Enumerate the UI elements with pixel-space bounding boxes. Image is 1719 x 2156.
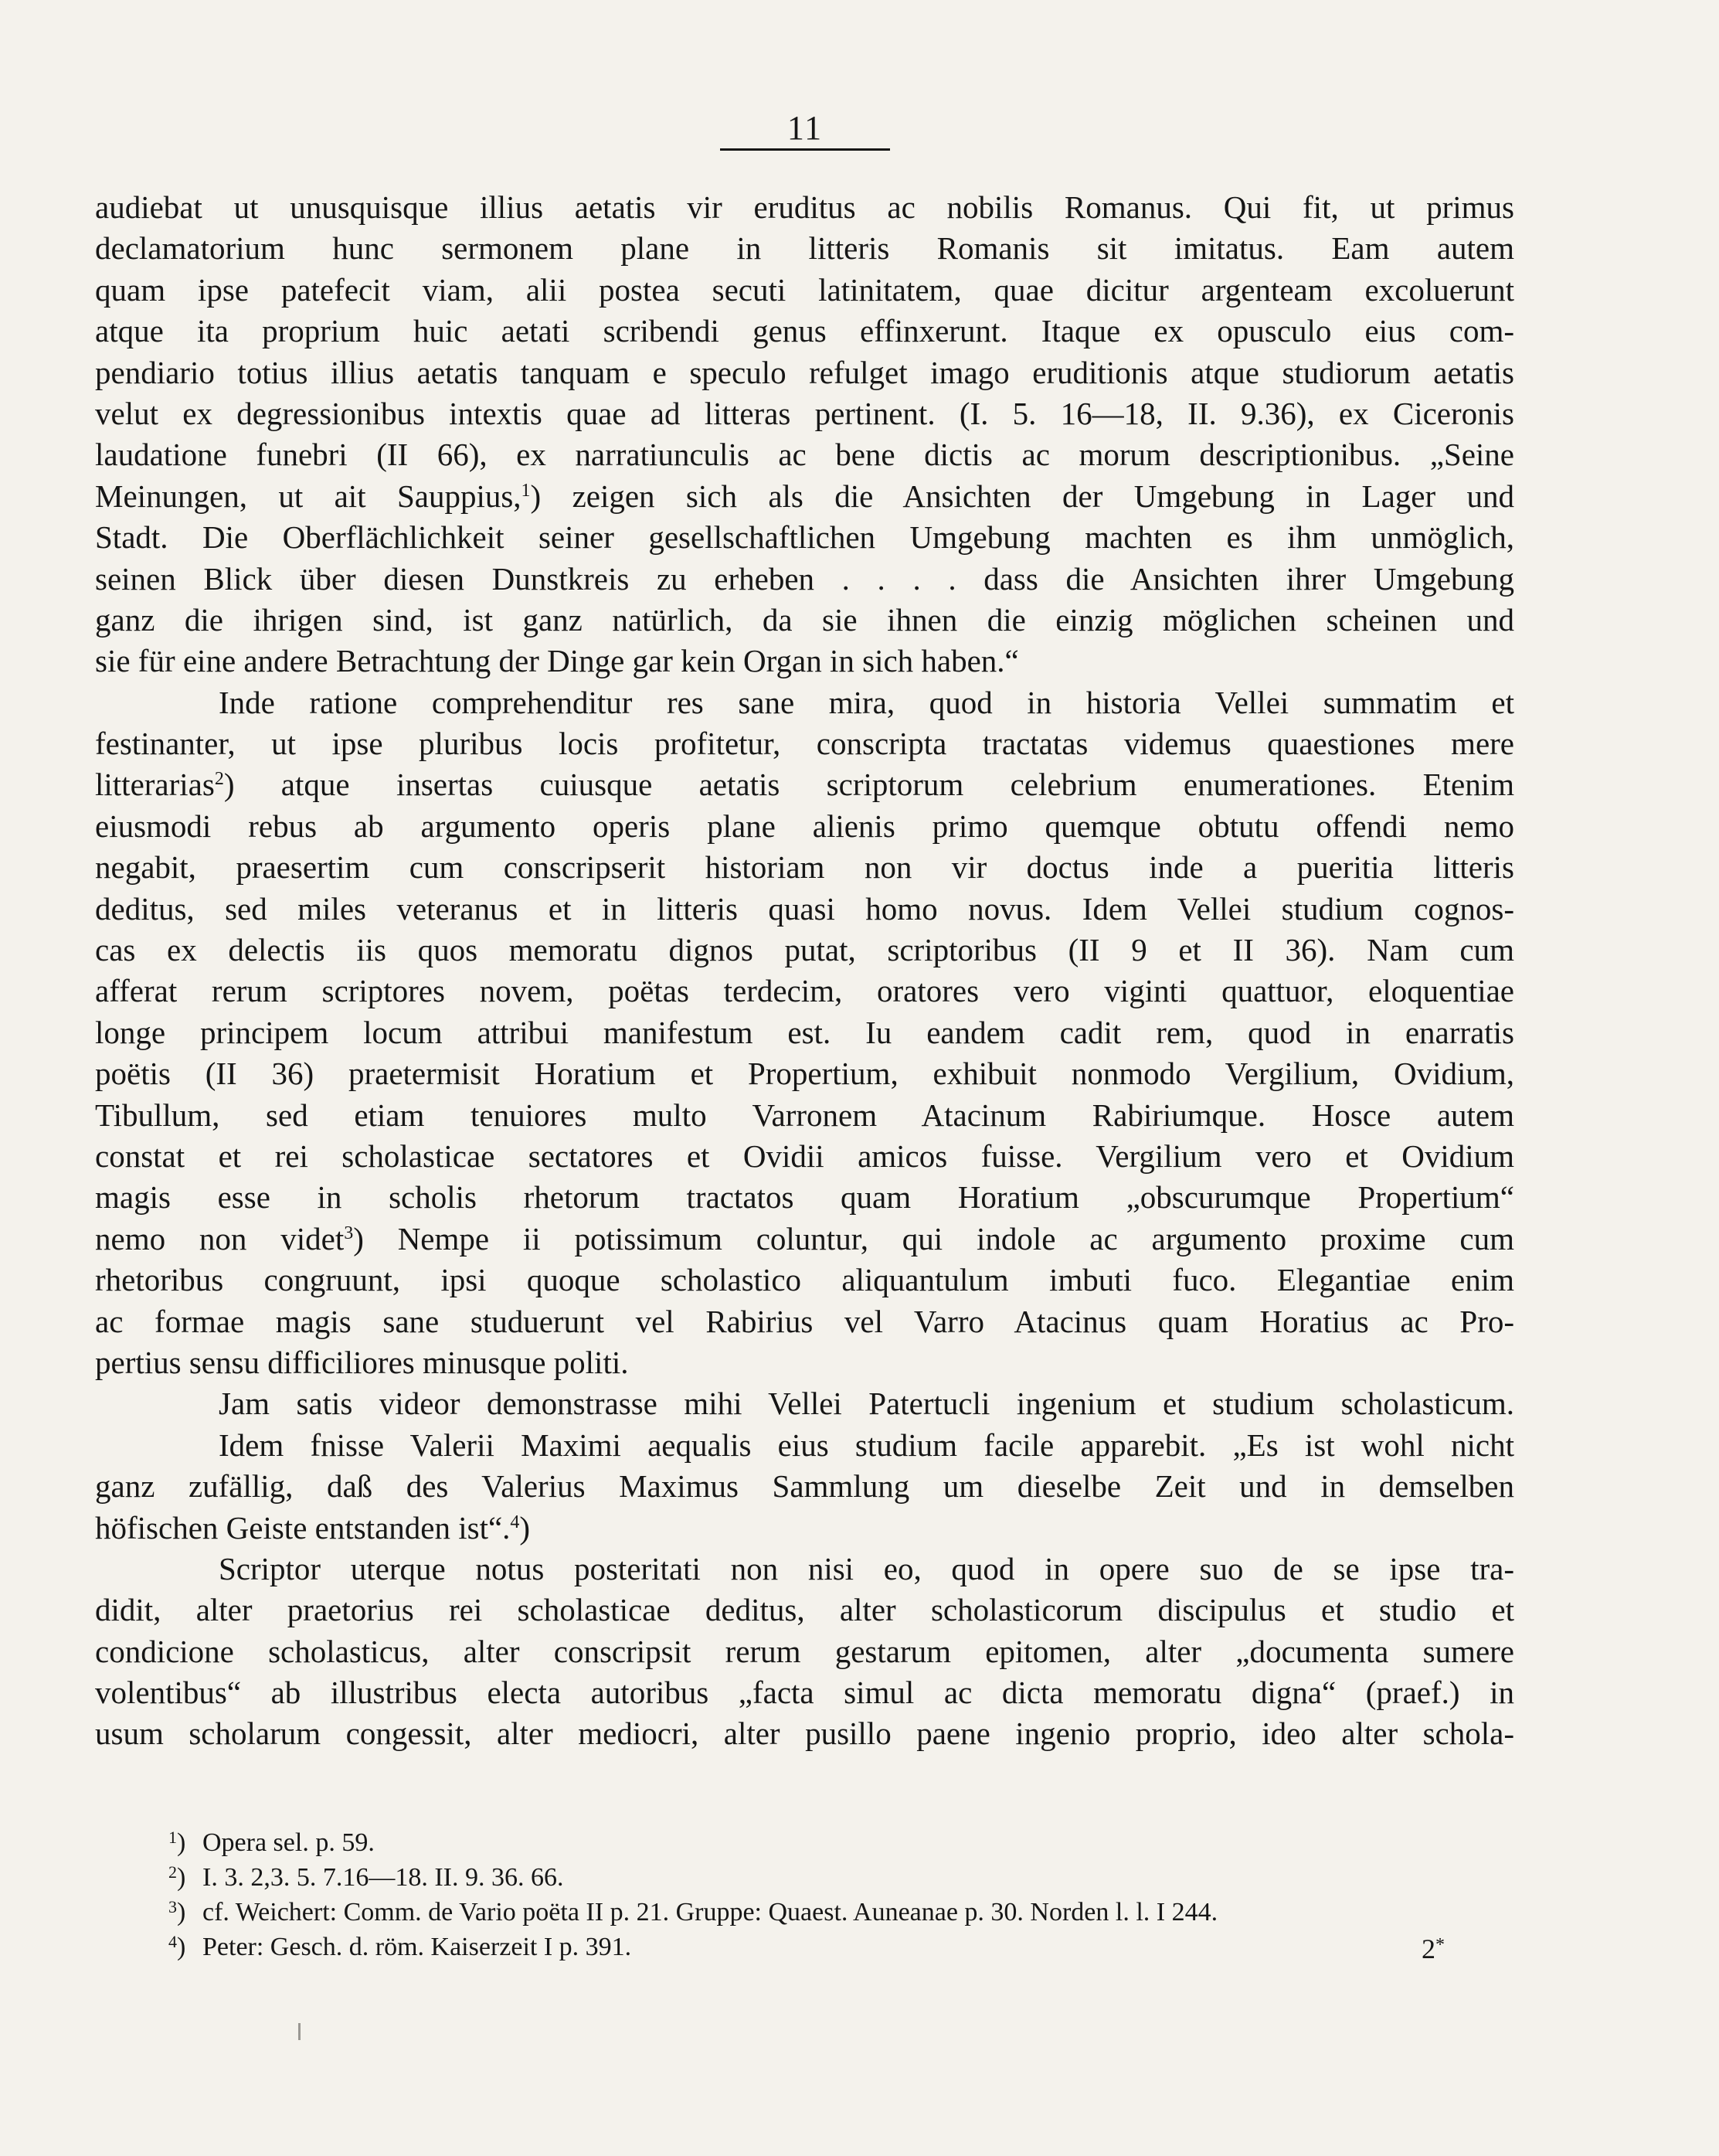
text-line xyxy=(95,1590,1514,1631)
text-line-content: cas ex delectis iis quos memoratu dignos putat, scriptoribus (II 9 et II 36). Nam cum xyxy=(95,932,1514,968)
text-line-continuation: Nempe ii potissimum coluntur, qui indole ac argumento proxime cum xyxy=(363,1220,1514,1257)
text-line xyxy=(95,311,1514,352)
text-line-continuation: atque insertas cuiusque aetatis scriptorum celebrium enumerationes. Etenim xyxy=(234,767,1514,803)
footnote-text: cf. Weichert: Comm. de Vario poëta II p. 21. Gruppe: Quaest. Auneanae p. 30. Norden l. l. I 244. xyxy=(202,1898,1218,1926)
text-line-content: volentibus“ ab illustribus electa autoribus „facta simul ac dicta memoratu digna“ (praef.) in xyxy=(95,1675,1514,1711)
text-line-content: didit, alter praetorius rei scholasticae deditus, alter scholasticorum discipulus et studio et xyxy=(95,1592,1514,1628)
footnote-marker xyxy=(168,1860,202,1895)
text-line-content: velut ex degressionibus intextis quae ad litteras pertinent. (I. 5. 16—18, II. 9.36), ex Ciceronis xyxy=(95,395,1514,431)
text-line-content: litterarias xyxy=(95,767,215,803)
signature-number: 2 xyxy=(1422,1933,1435,1964)
footnote-marker xyxy=(168,1825,202,1860)
scan-speck xyxy=(298,2023,301,2040)
text-line-content: deditus, sed miles veteranus et in litteris quasi homo novus. Idem Vellei studium cognos- xyxy=(95,890,1514,927)
text-line xyxy=(95,434,1514,475)
footnote xyxy=(168,1895,1528,1930)
text-line-content: magis esse in scholis rhetorum tractatos quam Horatium „obscurumque Propertium“ xyxy=(95,1179,1514,1216)
footnotes xyxy=(168,1825,1528,1964)
text-line xyxy=(95,930,1514,971)
text-line-content: Inde ratione comprehenditur res sane mira, quod in historia Vellei summatim et xyxy=(219,684,1514,720)
footnote-number: 3 xyxy=(168,1897,177,1916)
footnote-reference-paren: ) xyxy=(353,1220,364,1257)
footnote-marker xyxy=(168,1895,202,1930)
footnote-reference-paren: ) xyxy=(530,478,542,514)
text-line-content: nemo non videt xyxy=(95,1220,345,1257)
footnote-reference: 1 xyxy=(521,480,531,501)
text-line-content: Idem fnisse Valerii Maximi aequalis eius studium facile apparebit. „Es ist wohl nicht xyxy=(219,1427,1514,1463)
text-line-content: declamatorium hunc sermonem plane in litteris Romanis sit imitatus. Eam autem xyxy=(95,230,1514,267)
text-line-content: laudatione funebri (II 66), ex narratiunculis ac bene dictis ac morum descriptionibus. „Seine xyxy=(95,437,1514,473)
text-line xyxy=(95,889,1514,930)
text-line xyxy=(95,352,1514,393)
text-line xyxy=(95,1342,1514,1383)
header-rule xyxy=(720,148,890,151)
text-line-content: sie für eine andere Betrachtung der Dinge gar kein Organ in sich haben.“ xyxy=(95,643,1019,679)
text-line-content: usum scholarum congessit, alter mediocri, alter pusillo paene ingenio proprio, ideo alter schola- xyxy=(95,1716,1514,1752)
footnote-reference-paren: ) xyxy=(519,1509,531,1546)
text-line-content: rhetoribus congruunt, ipsi quoque scholastico aliquantulum imbuti fuco. Elegantiae enim xyxy=(95,1262,1514,1298)
text-line-content: pendiario totius illius aetatis tanquam e speculo refulget imago eruditionis atque studiorum aetatis xyxy=(95,354,1514,390)
text-line-content: pertius sensu difficiliores minusque politi. xyxy=(95,1344,629,1380)
text-line xyxy=(95,1053,1514,1094)
text-line xyxy=(95,187,1514,228)
text-line xyxy=(95,1383,1514,1424)
text-line xyxy=(95,1425,1514,1466)
text-line xyxy=(95,1631,1514,1672)
footnote-reference: 4 xyxy=(510,1512,520,1532)
text-line-content: ganz zufällig, daß des Valerius Maximus Sammlung um dieselbe Zeit und in demselben xyxy=(95,1468,1514,1505)
footnote-number: 2 xyxy=(168,1862,177,1882)
text-line xyxy=(95,517,1514,558)
text-line-content: Tibullum, sed etiam tenuiores multo Varronem Atacinum Rabiriumque. Hosce autem xyxy=(95,1097,1514,1133)
text-line-content: Meinungen, ut ait Sauppius, xyxy=(95,478,521,514)
text-line xyxy=(95,847,1514,888)
text-line xyxy=(95,393,1514,434)
text-line xyxy=(95,764,1514,805)
text-line-content: quam ipse patefecit viam, alii postea secuti latinitatem, quae dicitur argenteam excoluerunt xyxy=(95,271,1514,308)
footnote-number: 4 xyxy=(168,1932,177,1951)
text-line xyxy=(95,559,1514,600)
text-line xyxy=(95,1012,1514,1053)
text-line xyxy=(95,1508,1514,1549)
text-line xyxy=(95,228,1514,269)
text-line-content: audiebat ut unusquisque illius aetatis vir eruditus ac nobilis Romanus. Qui fit, ut primus xyxy=(95,189,1514,225)
text-line-content: Jam satis videor demonstrasse mihi Vellei Patertucli ingenium et studium scholasticum. xyxy=(219,1386,1514,1422)
footnote-paren: ) xyxy=(177,1828,186,1857)
text-line-content: festinanter, ut ipse pluribus locis profitetur, conscripta tractatas videmus quaestiones mere xyxy=(95,726,1514,762)
text-line-content: atque ita proprium huic aetati scribendi genus effinxerunt. Itaque ex opusculo eius com- xyxy=(95,313,1514,349)
body-text xyxy=(95,187,1514,1755)
footnote-paren: ) xyxy=(177,1863,186,1892)
footnote-text: I. 3. 2,3. 5. 7.16—18. II. 9. 36. 66. xyxy=(202,1863,564,1892)
text-line-continuation: zeigen sich als die Ansichten der Umgebung in Lager und xyxy=(541,478,1514,514)
text-line-content: afferat rerum scriptores novem, poëtas terdecim, oratores vero viginti quattuor, eloquentiae xyxy=(95,973,1514,1009)
text-line-content: eiusmodi rebus ab argumento operis plane alienis primo quemque obtutu offendi nemo xyxy=(95,808,1514,844)
text-line xyxy=(95,971,1514,1012)
footnote-paren: ) xyxy=(177,1898,186,1926)
text-line xyxy=(95,1549,1514,1590)
text-line xyxy=(95,476,1514,517)
text-line xyxy=(95,1177,1514,1218)
text-line xyxy=(95,1219,1514,1260)
text-line-content: Scriptor uterque notus posteritati non nisi eo, quod in opere suo de se ipse tra- xyxy=(219,1550,1514,1586)
text-line-content: ganz die ihrigen sind, ist ganz natürlich, da sie ihnen die einzig möglichen scheinen und xyxy=(95,601,1514,638)
text-line xyxy=(95,1136,1514,1177)
text-line xyxy=(95,723,1514,764)
footnote xyxy=(168,1860,1528,1895)
text-line xyxy=(95,1466,1514,1507)
text-line xyxy=(95,1260,1514,1301)
text-line-content: Stadt. Die Oberflächlichkeit seiner gesellschaftlichen Umgebung machten es ihm unmöglich, xyxy=(95,519,1514,556)
printer-signature-mark xyxy=(1422,1932,1445,1966)
footnote xyxy=(168,1825,1528,1860)
footnote-reference: 2 xyxy=(214,769,224,790)
text-line xyxy=(95,682,1514,723)
signature-star: * xyxy=(1435,1935,1445,1955)
page-number: 11 xyxy=(786,109,824,147)
footnote-paren: ) xyxy=(177,1933,186,1961)
text-line xyxy=(95,641,1514,682)
text-line-content: longe principem locum attribui manifestum est. Iu eandem cadit rem, quod in enarratis xyxy=(95,1014,1514,1050)
footnote-number: 1 xyxy=(168,1828,177,1847)
text-line-content: condicione scholasticus, alter conscripsit rerum gestarum epitomen, alter „documenta sumere xyxy=(95,1633,1514,1669)
text-line xyxy=(95,1713,1514,1754)
text-line xyxy=(95,270,1514,311)
text-line xyxy=(95,1301,1514,1342)
text-line-content: negabit, praesertim cum conscripserit historiam non vir doctus inde a pueritia litteris xyxy=(95,849,1514,886)
text-line xyxy=(95,806,1514,847)
footnote-text: Peter: Gesch. d. röm. Kaiserzeit I p. 391. xyxy=(202,1933,632,1961)
footnote-text: Opera sel. p. 59. xyxy=(202,1828,375,1857)
text-line-content: ac formae magis sane studuerunt vel Rabirius vel Varro Atacinus quam Horatius ac Pro- xyxy=(95,1303,1514,1339)
text-line-content: höfischen Geiste entstanden ist“. xyxy=(95,1509,511,1546)
text-line xyxy=(95,1095,1514,1136)
footnote-reference-paren: ) xyxy=(223,767,235,803)
text-line xyxy=(95,1672,1514,1713)
footnote xyxy=(168,1930,1528,1964)
footnote-marker xyxy=(168,1930,202,1964)
text-line-content: constat et rei scholasticae sectatores et Ovidii amicos fuisse. Vergilium vero et Ovidium xyxy=(95,1138,1514,1174)
text-line-content: poëtis (II 36) praetermisit Horatium et Propertium, exhibuit nonmodo Vergilium, Ovidium, xyxy=(95,1056,1514,1092)
text-line xyxy=(95,600,1514,641)
footnote-reference: 3 xyxy=(344,1223,354,1243)
text-line-content: seinen Blick über diesen Dunstkreis zu erheben . . . . dass die Ansichten ihrer Umgebung xyxy=(95,560,1514,597)
